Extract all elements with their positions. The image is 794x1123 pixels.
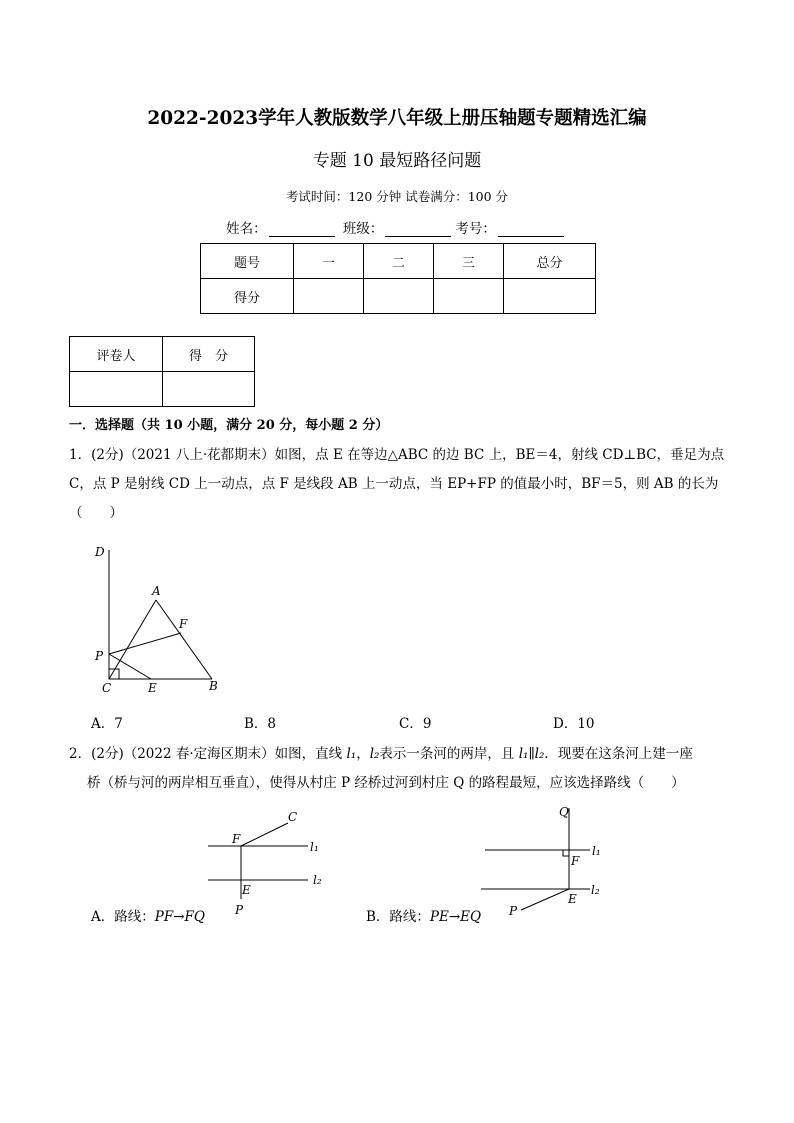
l1-symbol: l₁ (346, 746, 357, 762)
exam-no-field[interactable] (498, 222, 564, 237)
question-2-figure-b (475, 800, 625, 925)
document-title: 2022-2023学年人教版数学八年级上册压轴题专题精选汇编 (147, 108, 647, 129)
class-label: 班级： (342, 221, 384, 237)
label-P: P (235, 903, 244, 917)
score-table-header: 题号 (201, 244, 294, 279)
question-1-option-a[interactable]: A．7 (91, 716, 123, 732)
question-1-option-d[interactable]: D．10 (553, 716, 595, 732)
question-2-figure-a (200, 806, 340, 921)
label-E: E (568, 892, 577, 906)
label-l2: l₂ (313, 873, 322, 887)
score-table (200, 243, 596, 314)
score-cell[interactable] (364, 279, 434, 314)
label-Q: Q (559, 805, 569, 819)
label-l1: l₁ (592, 844, 601, 858)
question-1-text (69, 441, 739, 528)
question-2-option-a[interactable]: A．路线：PF→FQ (91, 909, 205, 925)
score-table-header: 一 (294, 244, 364, 279)
question-2-line: 桥（桥与河的两岸相互垂直），使得从村庄 P 经桥过河到村庄 Q 的路程最短，应该选择路线（ ） (87, 775, 685, 791)
label-D: D (95, 545, 105, 559)
score-table-header-row (201, 244, 596, 279)
parallel-symbol: l₁∥l₂ (518, 746, 545, 762)
question-1-line: C，点 P 是射线 CD 上一动点，点 F 是线段 AB 上一动点，当 EP+FP 的值最小时，BF＝5，则 AB 的长为 (69, 476, 719, 492)
label-P: P (95, 649, 104, 663)
grader-cell[interactable] (70, 372, 163, 407)
score-row-label: 得分 (201, 279, 294, 314)
grader-label: 评卷人 (70, 337, 163, 372)
student-info-line (0, 217, 794, 237)
label-P: P (509, 904, 518, 918)
question-2-text (69, 740, 739, 798)
question-1-option-b[interactable]: B．8 (244, 716, 277, 732)
label-F: F (571, 854, 580, 868)
label-C: C (102, 681, 112, 695)
name-label: 姓名： (226, 221, 267, 237)
l2-symbol: l₂ (369, 746, 380, 762)
label-E: E (148, 681, 157, 695)
label-A: A (152, 584, 161, 598)
exam-no-label: 考号： (455, 221, 496, 237)
grader-table (69, 336, 255, 407)
grader-score-cell[interactable] (163, 372, 255, 407)
section-title: 一．选择题（共 10 小题，满分 20 分，每小题 2 分） (69, 418, 389, 433)
question-1-line: 1．(2分)（2021 八上·花都期末）如图，点 E 在等边△ABC 的边 BC 上，BE＝4，射线 CD⊥BC，垂足为点 (69, 447, 725, 463)
label-E: E (242, 883, 251, 897)
score-cell[interactable] (294, 279, 364, 314)
grader-score-label: 得 分 (163, 337, 255, 372)
score-table-header: 总分 (504, 244, 596, 279)
label-F: F (179, 617, 188, 631)
exam-info: 考试时间：120 分钟 试卷满分：100 分 (285, 189, 509, 204)
class-field[interactable] (385, 222, 451, 237)
question-1-figure (80, 540, 240, 700)
score-table-header: 三 (434, 244, 504, 279)
question-1-option-c[interactable]: C．9 (399, 716, 432, 732)
topic-title: 专题 10 最短路径问题 (312, 151, 482, 171)
label-B: B (209, 679, 218, 693)
name-field[interactable] (269, 222, 335, 237)
label-l2: l₂ (591, 883, 600, 897)
score-table-row (201, 279, 596, 314)
question-2-line: 2．(2分)（2022 春·定海区期末）如图，直线 l₁，l₂表示一条河的两岸，且 l₁∥l₂．现要在这条河上建一座 (69, 746, 693, 762)
score-cell[interactable] (434, 279, 504, 314)
label-l1: l₁ (310, 840, 319, 854)
score-cell[interactable] (504, 279, 596, 314)
question-1-line: （ ） (69, 505, 123, 521)
label-F: F (232, 832, 241, 846)
label-C: C (288, 810, 298, 824)
score-table-header: 二 (364, 244, 434, 279)
question-2-option-b[interactable]: B．路线：PE→EQ (366, 909, 482, 925)
